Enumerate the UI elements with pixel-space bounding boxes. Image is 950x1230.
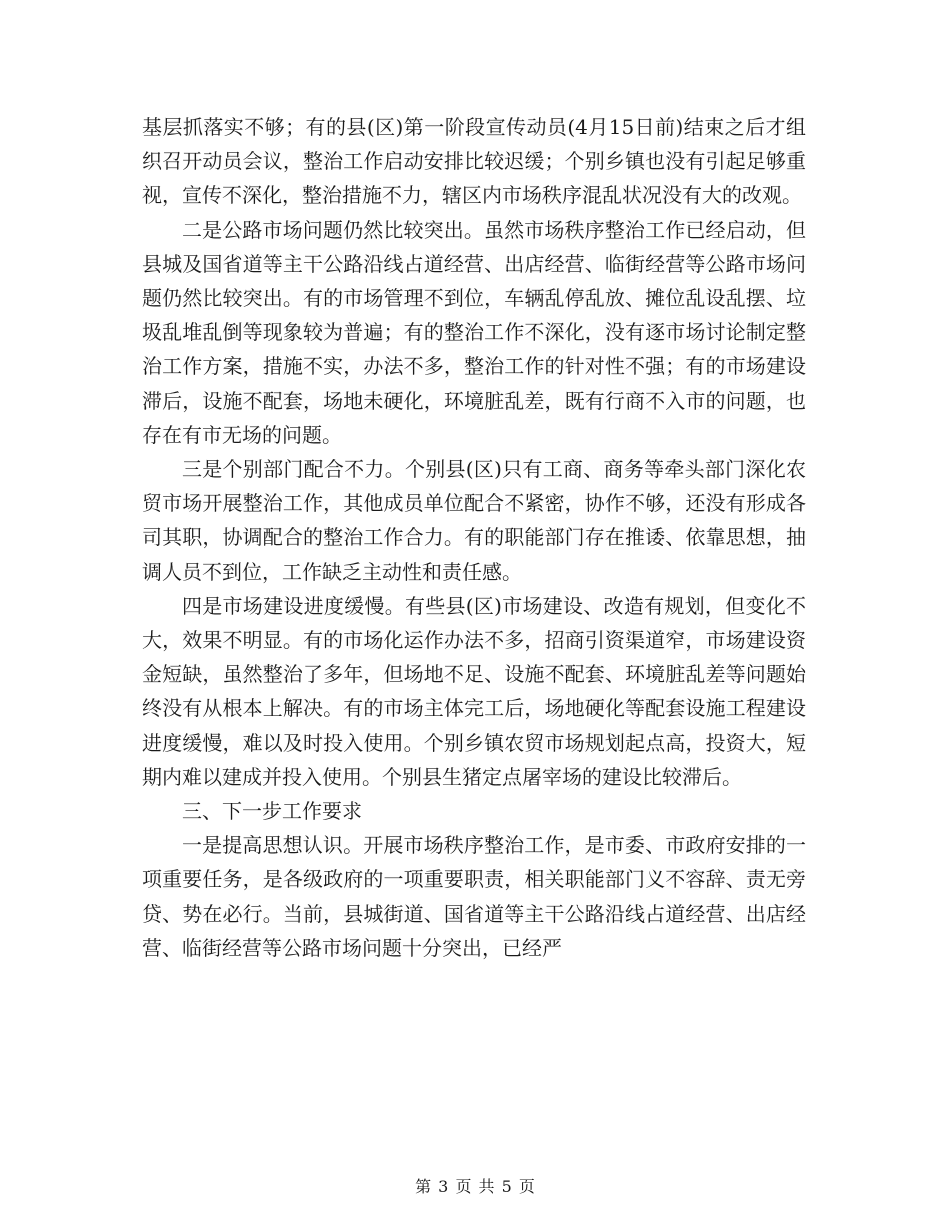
paragraph-5: 一是提高思想认识。开展市场秩序整治工作，是市委、市政府安排的一项重要任务，是各级政府的一项重要职责，相关职能部门义不容辞、责无旁贷、势在必行。当前，县城街道、国省道等主干公路沿线占道经营、出店经营、临街经营等公路市场问题十分突出，已经严 bbox=[142, 833, 806, 960]
page-footer: 第 3 页 共 5 页 bbox=[415, 1177, 535, 1196]
paragraph-4: 四是市场建设进度缓慢。有些县(区)市场建设、改造有规划，但变化不大，效果不明显。有的市场化运作办法不多，招商引资渠道窄，市场建设资金短缺，虽然整治了多年，但场地不足、设施不配套、环境脏乱差等问题始终没有从根本上解决。有的市场主体完工后，场地硬化等配套设施工程建设进度缓慢，难以及时投入使用。个别乡镇农贸市场规划起点高，投资大，短期内难以建成并投入使用。个别县生猪定点屠宰场的建设比较滞后。 bbox=[142, 593, 806, 789]
paragraph-1: 基层抓落实不够；有的县(区)第一阶段宣传动员(4月15日前)结束之后才组织召开动员会议，整治工作启动安排比较迟缓；个别乡镇也没有引起足够重视，宣传不深化，整治措施不力，辖区内市场秩序混乱状况没有大的改观。 bbox=[142, 115, 806, 208]
document-body bbox=[142, 110, 806, 965]
paragraph-2: 二是公路市场问题仍然比较突出。虽然市场秩序整治工作已经启动，但县城及国省道等主干公路沿线占道经营、出店经营、临街经营等公路市场问题仍然比较突出。有的市场管理不到位，车辆乱停乱放、摊位乱设乱摆、垃圾乱堆乱倒等现象较为普遍；有的整治工作不深化，没有逐市场讨论制定整治工作方案，措施不实，办法不多，整治工作的针对性不强；有的市场建设滞后，设施不配套，场地未硬化，环境脏乱差，既有行商不入市的问题，也存在有市无场的问题。 bbox=[142, 217, 806, 447]
section-heading: 三、下一步工作要求 bbox=[182, 799, 362, 824]
paragraph-3: 三是个别部门配合不力。个别县(区)只有工商、商务等牵头部门深化农贸市场开展整治工作，其他成员单位配合不紧密，协作不够，还没有形成各司其职，协调配合的整治工作合力。有的职能部门存在推诿、依靠思想，抽调人员不到位，工作缺乏主动性和责任感。 bbox=[142, 457, 806, 584]
